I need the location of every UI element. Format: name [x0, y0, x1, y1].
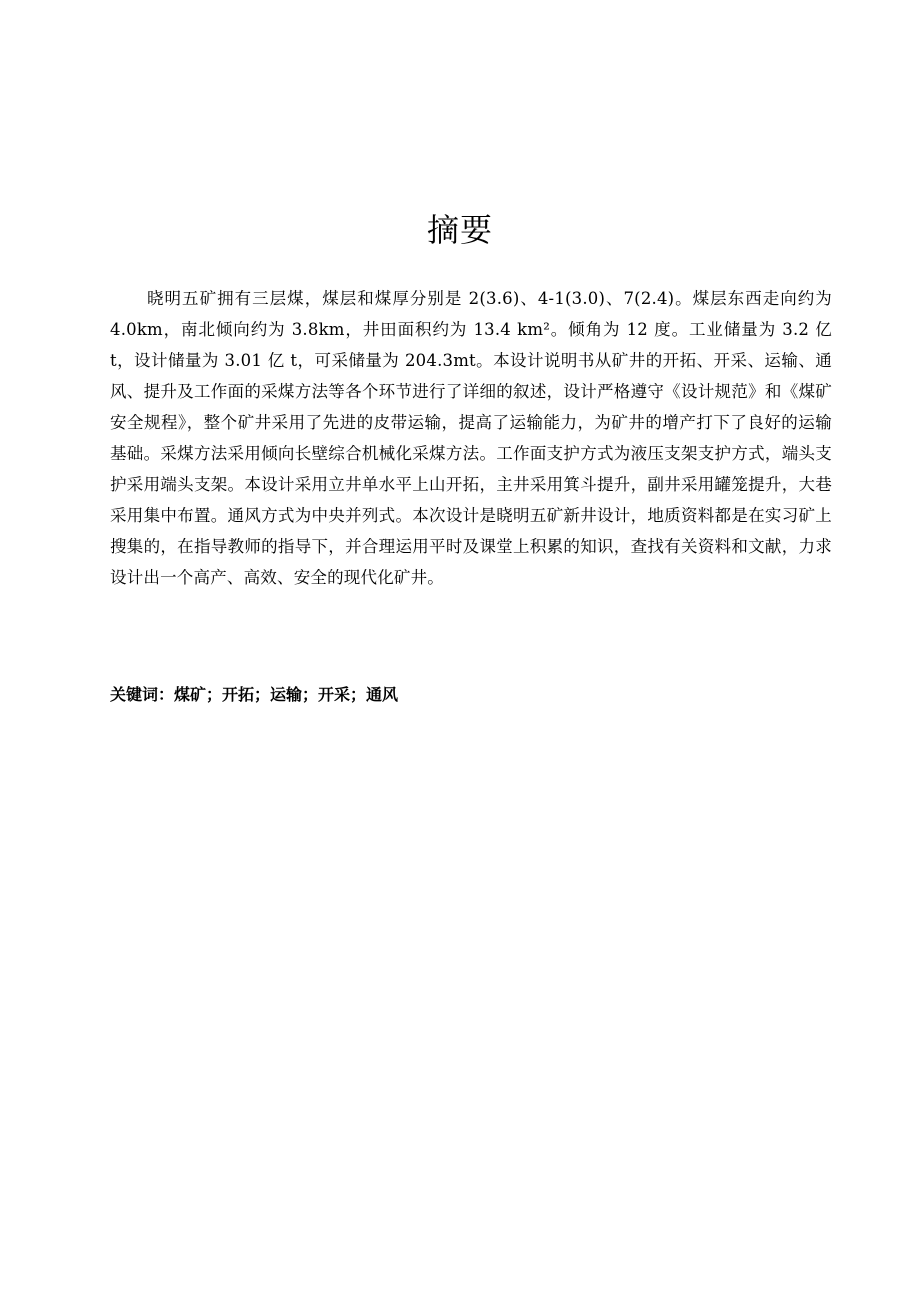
keywords-line — [110, 681, 832, 709]
abstract-paragraph: 晓明五矿拥有三层煤，煤层和煤厚分别是 2(3.6)、4-1(3.0)、7(2.4)。煤层东西走向约为 4.0km，南北倾向约为 3.8km，井田面积约为 13.4 km²。倾角为 12 度。工业储量为 3.2 亿 t，设计储量为 3.01 亿 t，可采储量为 204.3mt。本设计说明书从矿井的开拓、开采、运输、通风、提升及工作面的采煤方法等各个环节进行了详细的叙述，设计严格遵守《设计规范》和《煤矿安全规程》，整个矿井采用了先进的皮带运输，提高了运输能力，为矿井的增产打下了良好的运输基础。采煤方法采用倾向长壁综合机械化采煤方法。工作面支护方式为液压支架支护方式，端头支护采用端头支架。本设计采用立井单水平上山开拓，主井采用箕斗提升，副井采用罐笼提升，大巷采用集中布置。通风方式为中央并列式。本次设计是晓明五矿新井设计，地质资料都是在实习矿上搜集的，在指导教师的指导下，并合理运用平时及课堂上积累的知识，查找有关资料和文献，力求设计出一个高产、高效、安全的现代化矿井。 — [110, 289, 832, 587]
keywords-values: 煤矿；开拓；运输；开采；通风 — [174, 685, 399, 704]
page-title: 摘要 — [426, 211, 493, 249]
keywords-label: 关键词： — [110, 685, 175, 704]
